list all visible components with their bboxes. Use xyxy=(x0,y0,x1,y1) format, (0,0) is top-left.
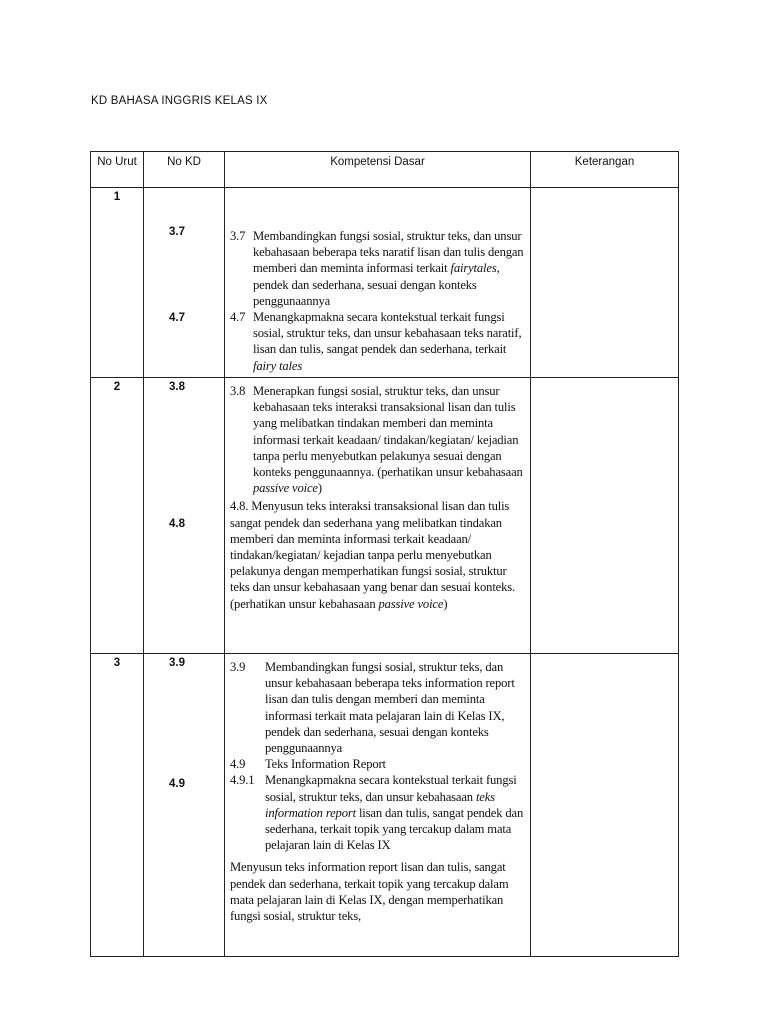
header-no-kd: No KD xyxy=(144,152,225,188)
item-italic: passive voice xyxy=(253,481,318,496)
kompetensi-cell xyxy=(225,188,531,378)
item-italic: fairytales xyxy=(450,261,497,276)
kompetensi-item xyxy=(230,756,524,772)
header-kompetensi-dasar: Kompetensi Dasar xyxy=(225,152,531,188)
kompetensi-paragraph: Menyusun teks information report lisan dan tulis, sangat pendek dan sederhana, terkait topik yang tercakup dalam mata pelajaran lain di Kelas IX, dengan memperhatikan fungsi sosial, struktur teks, xyxy=(230,860,509,924)
kd-number: 3.7 xyxy=(169,226,185,238)
kd-number-cell xyxy=(144,654,225,957)
kd-number: 4.9 xyxy=(169,778,185,790)
item-italic: fairy tales xyxy=(253,358,303,373)
item-text: ) xyxy=(317,481,322,496)
item-text: lisan dan tulis, sangat pendek dan sederhana, terkait topik yang tercakup dalam mata pelajaran lain di Kelas IX xyxy=(265,805,524,853)
table-row xyxy=(91,188,679,378)
item-number: 3.7 xyxy=(230,229,246,243)
kd-number: 4.8 xyxy=(169,518,185,530)
item-text: Menerapkan fungsi sosial, struktur teks, dan unsur kebahasaan teks interaksi transaksional lisan dan tulis yang melibatkan tindakan memberi dan meminta informasi terkait keadaan/ tindakan/kegiatan/ kejadian tanpa perlu menyebutkan pelakunya sesuai dengan konteks penggunaannya. (perhatikan unsur kebahasaan xyxy=(253,384,523,480)
kompetensi-item xyxy=(230,383,524,496)
header-no-urut: No Urut xyxy=(91,152,144,188)
item-text: Membandingkan fungsi sosial, struktur teks, dan unsur kebahasaan beberapa teks information report lisan dan tulis dengan memberi dan meminta informasi terkait mata pelajaran lain di Kelas IX, pendek dan sederhana, sesuai dengan konteks penggunaannya xyxy=(265,660,515,756)
item-number: 3.9 xyxy=(230,660,246,674)
item-italic: teks information report xyxy=(265,789,495,820)
keterangan-cell xyxy=(531,654,679,957)
kd-number: 3.8 xyxy=(169,381,185,393)
item-text: Membandingkan fungsi sosial, struktur teks, dan unsur kebahasaan beberapa teks naratif lisan dan tulis dengan memberi dan meminta informasi terkait xyxy=(253,229,524,276)
item-text: Teks Information Report xyxy=(265,757,386,772)
kompetensi-item xyxy=(230,772,524,853)
kd-table xyxy=(90,151,679,957)
kompetensi-cell xyxy=(225,654,531,957)
item-text: Menangkapmakna secara kontekstual terkait fungsi sosial, struktur teks, dan unsur kebahasaan xyxy=(265,773,517,804)
item-text: Menangkapmakna secara kontekstual terkait fungsi sosial, struktur teks, dan unsur kebahasaan teks naratif, lisan dan tulis, sangat pendek dan sederhana, terkait xyxy=(253,310,522,357)
paragraph-text: ) xyxy=(443,596,448,611)
header-keterangan: Keterangan xyxy=(531,152,679,188)
table-header-row xyxy=(91,152,679,188)
paragraph-italic: passive voice xyxy=(378,596,444,611)
keterangan-cell xyxy=(531,378,679,654)
document-title: KD BAHASA INGGRIS KELAS IX xyxy=(91,95,268,107)
row-number: 3 xyxy=(91,654,144,957)
paragraph-text: 4.8. Menyusun teks interaksi transaksional lisan dan tulis sangat pendek dan sederhana yang melibatkan tindakan memberi dan meminta informasi terkait keadaan/ tindakan/kegiatan/ kejadian tanpa perlu menyebutkan pelakunya dengan memperhatikan fungsi sosial, struktur teks dan unsur kebahasaan yang benar dan sesuai konteks. (perhatikan unsur kebahasaan xyxy=(230,499,516,611)
kompetensi-paragraph xyxy=(230,498,524,611)
kompetensi-item xyxy=(230,659,524,756)
keterangan-cell xyxy=(531,188,679,378)
item-number: 4.9.1 xyxy=(230,773,255,788)
table-row xyxy=(91,378,679,654)
item-number: 4.7 xyxy=(230,310,246,325)
kompetensi-item xyxy=(230,228,524,309)
kd-number-cell xyxy=(144,188,225,378)
kompetensi-cell xyxy=(225,378,531,654)
kd-number: 4.7 xyxy=(169,312,185,324)
row-number: 2 xyxy=(91,378,144,654)
kd-number: 3.9 xyxy=(169,657,185,669)
item-number: 3.8 xyxy=(230,384,246,398)
item-number: 4.9 xyxy=(230,757,246,772)
table-row xyxy=(91,654,679,957)
row-number: 1 xyxy=(91,188,144,378)
kd-number-cell xyxy=(144,378,225,654)
item-text: , pendek dan sederhana, sesuai dengan konteks penggunaannya xyxy=(253,261,500,308)
kompetensi-item xyxy=(230,309,524,374)
